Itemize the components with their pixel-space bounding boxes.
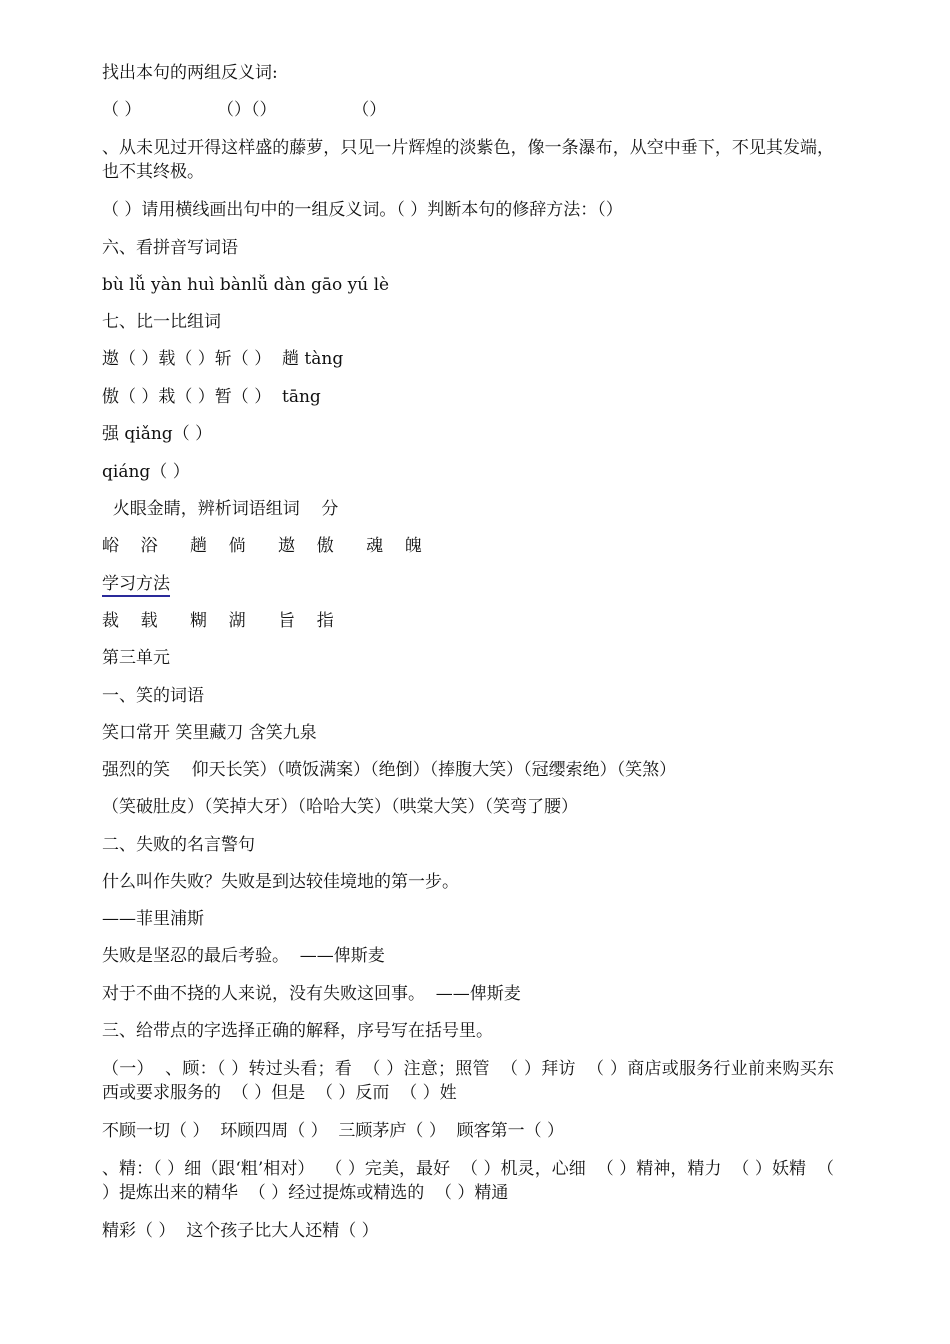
text-line: 裁 载 糊 湖 旨 指 [102,611,334,631]
text-line: 强烈的笑 仰天长笑）（喷饭满案）（绝倒）（捧腹大笑）（冠缨索绝）（笑煞） [102,760,677,780]
unit-heading: 第三单元 [102,648,170,668]
text-line: 强 qiǎng（ ） [102,424,213,444]
text-line: 遨（ ）载（ ）斩（ ） 趟 tàng [102,349,344,369]
text-line: （ ）请用横线画出句中的一组反义词。（ ）判断本句的修辞方法：（） [102,200,623,220]
text-line: 峪 浴 趟 倘 遨 傲 魂 魄 [102,536,422,556]
quote-line: 什么叫作失败？失败是到达较佳境地的第一步。 [102,872,459,892]
text-line: 火眼金睛，辨析词语组词 分 [102,499,339,519]
text-line: （笑破肚皮）（笑掉大牙）（哈哈大笑）（哄棠大笑）（笑弯了腰） [102,797,578,817]
text-line: 不顾一切（ ） 环顾四周（ ） 三顾茅庐（ ） 顾客第一（ ） [102,1121,565,1141]
section-heading: 七、比一比组词 [102,312,221,332]
text-line: 找出本句的两组反义词: [102,63,278,83]
text-paragraph: （一） 、顾：（ ）转过头看；看 （ ）注意；照管 （ ）拜访 （ ）商店或服务行业前来购买东西或要求服务的 （ ）但是 （ ）反而 （ ）姓 [102,1059,834,1103]
study-method-link[interactable]: 学习方法 [102,574,170,597]
quote-line: 失败是坚忍的最后考验。 ——俾斯麦 [102,946,385,966]
text-paragraph: 、从未见过开得这样盛的藤萝，只见一片辉煌的淡紫色，像一条瀑布，从空中垂下，不见其发端，也不其终极。 [102,138,834,182]
text-line: 精彩（ ） 这个孩子比大人还精（ ） [102,1221,379,1241]
text-line: （ ） （）（） （） [102,100,387,120]
section-heading: 二、失败的名言警句 [102,835,255,855]
text-line: 傲（ ）栽（ ）暂（ ） tāng [102,387,321,407]
text-line: qiáng（ ） [102,462,190,482]
text-line: 笑口常开 笑里藏刀 含笑九泉 [102,723,317,743]
pinyin-line: bù lǚ yàn huì bànlǚ dàn gāo yú lè [102,275,390,295]
quote-line: 对于不曲不挠的人来说，没有失败这回事。 ——俾斯麦 [102,984,521,1004]
section-heading: 六、看拼音写词语 [102,238,238,258]
link-line [102,572,837,596]
text-paragraph: 、精：（ ）细（跟‘粗’相对） （ ）完美，最好 （ ）机灵，心细 （ ）精神，精力 （ ）妖精 （ ）提炼出来的精华 （ ）经过提炼或精选的 （ ）精通 [102,1159,840,1203]
quote-author: ——菲里浦斯 [102,909,204,929]
section-heading: 三、给带点的字选择正确的解释，序号写在括号里。 [102,1021,493,1041]
section-heading: 一、笑的词语 [102,686,204,706]
